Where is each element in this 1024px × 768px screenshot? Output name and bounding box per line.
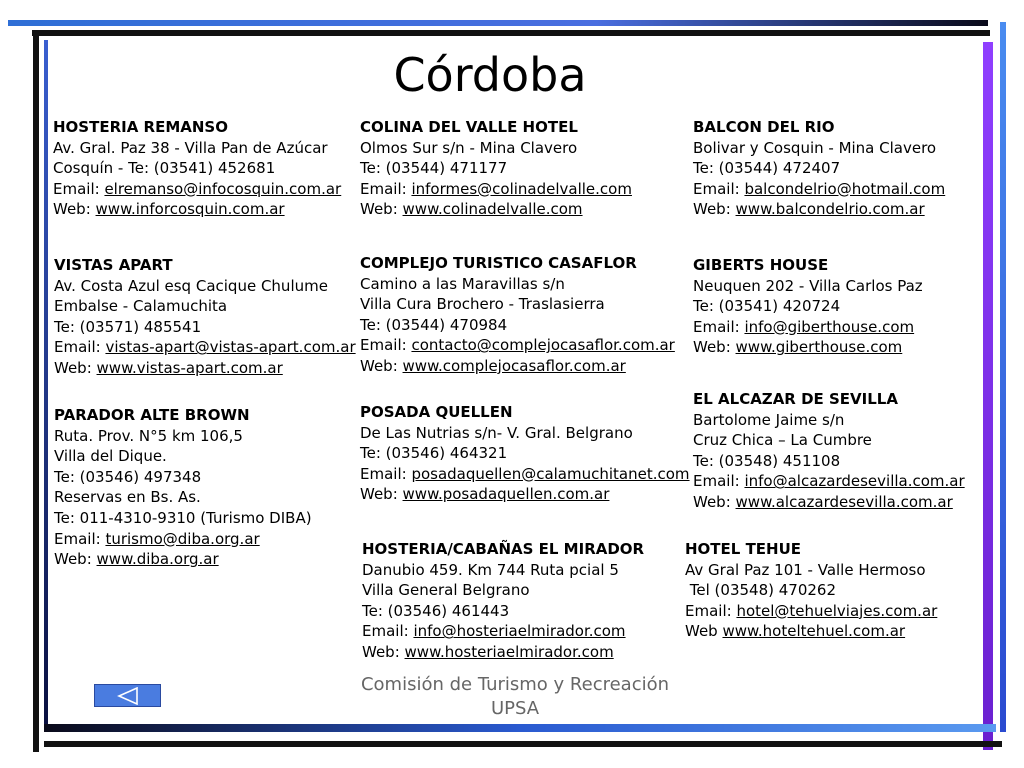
- hotel-address-line: Av Gral Paz 101 - Valle Hermoso: [685, 560, 926, 579]
- hotel-name: VISTAS APART: [54, 256, 173, 274]
- left-black-bar: [33, 30, 39, 752]
- email-label: Email:: [53, 179, 105, 198]
- email-label: Email:: [693, 317, 745, 336]
- web-line: [362, 642, 644, 663]
- hotel-entry: [685, 539, 937, 642]
- hotel-address-line: Te: (03541) 420724: [693, 297, 841, 316]
- email-line: [362, 621, 644, 642]
- hotel-address-line: Te: (03544) 471177: [360, 159, 508, 178]
- web-link[interactable]: www.balcondelrio.com.ar: [735, 200, 925, 219]
- email-line: [693, 179, 945, 200]
- bottom-black-bar: [44, 741, 1002, 747]
- page-title: Córdoba: [393, 48, 587, 102]
- email-link[interactable]: info@hosteriaelmirador.com: [413, 622, 626, 641]
- web-label: Web:: [360, 485, 403, 504]
- email-label: Email:: [693, 472, 745, 491]
- email-label: Email:: [693, 179, 745, 198]
- email-label: Email:: [685, 601, 737, 620]
- web-link[interactable]: www.posadaquellen.com.ar: [402, 485, 610, 504]
- hotel-entry: [360, 402, 690, 505]
- hotel-name: EL ALCAZAR DE SEVILLA: [693, 390, 898, 408]
- hotel-address-line: Te: (03544) 470984: [360, 315, 508, 334]
- hotel-name: HOTEL TEHUE: [685, 540, 802, 558]
- hotel-entry: [693, 255, 923, 358]
- hotel-address-line: Te: (03546) 497348: [54, 467, 202, 486]
- web-label: Web: [685, 622, 723, 641]
- web-line: [54, 549, 312, 570]
- web-link[interactable]: www.alcazardesevilla.com.ar: [735, 492, 953, 511]
- hotel-address-line: Villa General Belgrano: [362, 581, 530, 600]
- back-button[interactable]: [94, 684, 161, 707]
- hotel-address-line: Ruta. Prov. N°5 km 106,5: [54, 426, 243, 445]
- web-line: [360, 199, 632, 220]
- web-line: [693, 337, 923, 358]
- hotel-entry: [54, 255, 356, 379]
- web-label: Web:: [54, 550, 97, 569]
- hotel-address-line: Te: 011-4310-9310 (Turismo DIBA): [54, 508, 312, 527]
- email-link[interactable]: hotel@tehuelviajes.com.ar: [736, 601, 938, 620]
- email-link[interactable]: info@giberthouse.com: [744, 317, 915, 336]
- hotel-entry: [693, 389, 965, 513]
- hotel-entry: [362, 539, 644, 663]
- hotel-address-line: Tel (03548) 470262: [685, 581, 836, 600]
- hotel-name: COMPLEJO TURISTICO CASAFLOR: [360, 254, 637, 272]
- top-black-bar: [32, 30, 990, 36]
- web-line: [693, 492, 965, 513]
- hotel-address-line: Te: (03548) 451108: [693, 451, 841, 470]
- email-label: Email:: [362, 622, 414, 641]
- hotel-name: BALCON DEL RIO: [693, 118, 835, 136]
- hotel-address-line: Villa del Dique.: [54, 447, 167, 466]
- web-link[interactable]: www.diba.org.ar: [96, 550, 219, 569]
- web-link[interactable]: www.giberthouse.com: [735, 338, 903, 357]
- web-label: Web:: [360, 356, 403, 375]
- email-link[interactable]: balcondelrio@hotmail.com: [744, 179, 946, 198]
- web-label: Web:: [53, 200, 96, 219]
- email-label: Email:: [54, 338, 106, 357]
- email-link[interactable]: informes@colinadelvalle.com: [411, 179, 632, 198]
- email-link[interactable]: vistas-apart@vistas-apart.com.ar: [105, 338, 356, 357]
- hotel-address-line: Te: (03546) 464321: [360, 444, 508, 463]
- hotel-address-line: Bolivar y Cosquin - Mina Clavero: [693, 138, 937, 157]
- hotel-address-line: Av. Costa Azul esq Cacique Chulume: [54, 276, 328, 295]
- web-label: Web:: [693, 492, 736, 511]
- email-line: [685, 601, 937, 622]
- footer: [350, 673, 680, 721]
- email-label: Email:: [54, 529, 106, 548]
- email-line: [693, 471, 965, 492]
- web-link[interactable]: www.hoteltehuel.com.ar: [722, 622, 906, 641]
- hotel-address-line: Te: (03546) 461443: [362, 601, 510, 620]
- hotel-name: POSADA QUELLEN: [360, 403, 513, 421]
- hotel-name: PARADOR ALTE BROWN: [54, 406, 250, 424]
- web-line: [693, 199, 945, 220]
- web-line: [54, 358, 356, 379]
- hotel-address-line: Villa Cura Brochero - Traslasierra: [360, 295, 605, 314]
- right-purple-bar: [983, 42, 993, 750]
- hotel-address-line: Olmos Sur s/n - Mina Clavero: [360, 138, 578, 157]
- hotel-name: HOSTERIA REMANSO: [53, 118, 228, 136]
- hotel-address-line: Danubio 459. Km 744 Ruta pcial 5: [362, 560, 619, 579]
- hotel-address-line: Neuquen 202 - Villa Carlos Paz: [693, 276, 923, 295]
- back-triangle-icon: [117, 687, 139, 705]
- hotel-address-line: Te: (03571) 485541: [54, 317, 202, 336]
- hotel-address-line: Te: (03544) 472407: [693, 159, 841, 178]
- web-label: Web:: [54, 358, 97, 377]
- hotel-entry: [53, 117, 341, 220]
- hotel-address-line: Av. Gral. Paz 38 - Villa Pan de Azúcar: [53, 138, 328, 157]
- email-line: [360, 464, 690, 485]
- bottom-gradient-bar: [44, 724, 996, 732]
- web-line: [53, 199, 341, 220]
- email-line: [360, 179, 632, 200]
- hotel-address-line: Reservas en Bs. As.: [54, 488, 201, 507]
- web-label: Web:: [693, 338, 736, 357]
- hotel-entry: [360, 253, 675, 377]
- hotel-entry: [360, 117, 632, 220]
- web-label: Web:: [693, 200, 736, 219]
- hotel-entry: [54, 405, 312, 570]
- email-line: [54, 337, 356, 358]
- hotel-address-line: Cruz Chica – La Cumbre: [693, 431, 872, 450]
- footer-line-2: UPSA: [490, 698, 540, 719]
- email-line: [53, 179, 341, 200]
- web-link[interactable]: www.complejocasaflor.com.ar: [402, 356, 626, 375]
- web-line: [685, 621, 937, 642]
- hotel-address-line: Camino a las Maravillas s/n: [360, 274, 565, 293]
- hotel-address-line: Bartolome Jaime s/n: [693, 410, 845, 429]
- left-gradient-bar: [44, 40, 48, 724]
- email-link[interactable]: posadaquellen@calamuchitanet.com: [411, 464, 690, 483]
- email-link[interactable]: elremanso@infocosquin.com.ar: [104, 179, 342, 198]
- hotel-address-line: Embalse - Calamuchita: [54, 297, 228, 316]
- email-link[interactable]: contacto@complejocasaflor.com.ar: [411, 336, 675, 355]
- email-label: Email:: [360, 464, 412, 483]
- hotel-entry: [693, 117, 945, 220]
- web-label: Web:: [362, 642, 405, 661]
- email-line: [54, 529, 312, 550]
- email-line: [693, 317, 923, 338]
- right-blue-bar: [1000, 22, 1006, 732]
- top-gradient-bar: [8, 20, 988, 26]
- web-line: [360, 484, 690, 505]
- web-label: Web:: [360, 200, 403, 219]
- email-line: [360, 335, 675, 356]
- hotel-name: HOSTERIA/CABAÑAS EL MIRADOR: [362, 540, 645, 558]
- hotel-address-line: Cosquín - Te: (03541) 452681: [53, 159, 276, 178]
- email-link[interactable]: info@alcazardesevilla.com.ar: [744, 472, 965, 491]
- web-link[interactable]: www.inforcosquin.com.ar: [95, 200, 285, 219]
- web-link[interactable]: www.vistas-apart.com.ar: [96, 358, 283, 377]
- hotel-name: COLINA DEL VALLE HOTEL: [360, 118, 578, 136]
- email-link[interactable]: turismo@diba.org.ar: [105, 529, 260, 548]
- hotel-name: GIBERTS HOUSE: [693, 256, 829, 274]
- web-link[interactable]: www.colinadelvalle.com: [402, 200, 583, 219]
- web-line: [360, 356, 675, 377]
- hotel-address-line: De Las Nutrias s/n- V. Gral. Belgrano: [360, 423, 633, 442]
- footer-line-1: Comisión de Turismo y Recreación: [360, 674, 670, 695]
- web-link[interactable]: www.hosteriaelmirador.com: [404, 642, 614, 661]
- email-label: Email:: [360, 179, 412, 198]
- email-label: Email:: [360, 336, 412, 355]
